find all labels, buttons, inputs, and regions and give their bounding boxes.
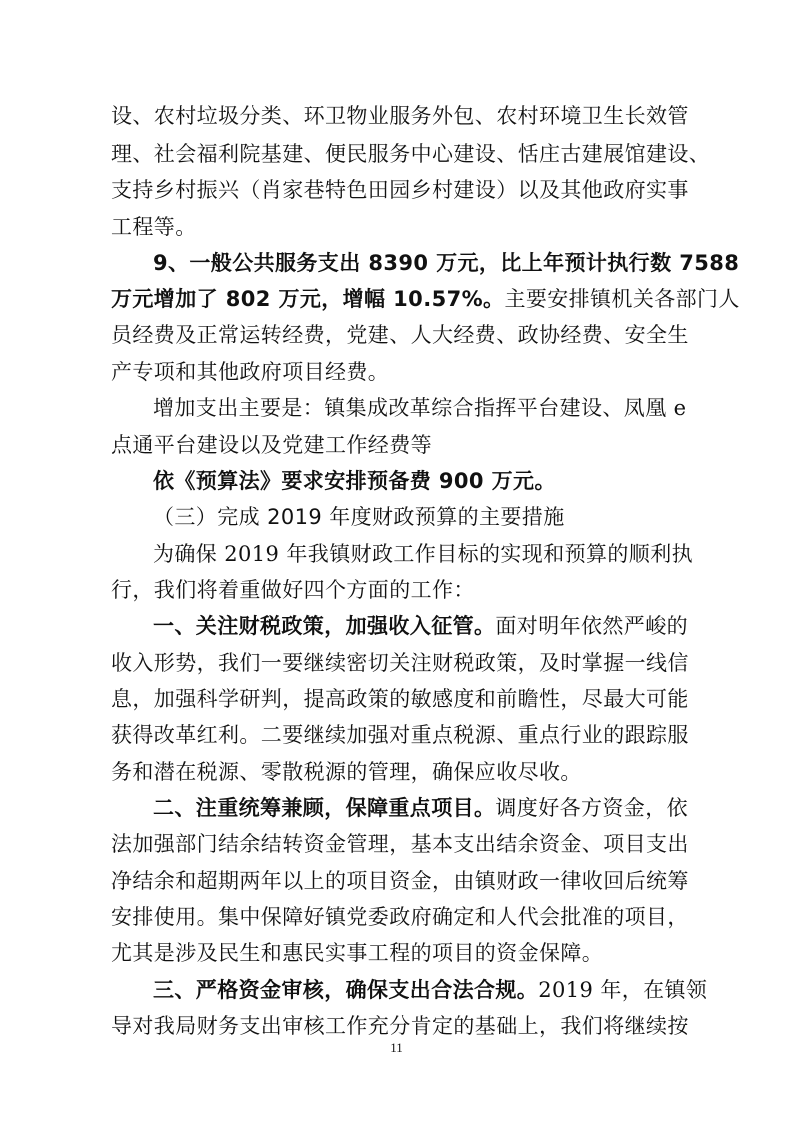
text-line <box>153 611 691 641</box>
text-line: 净结余和超期两年以上的项目资金，由镇财政一律收回后统筹 <box>111 869 689 893</box>
section-9-heading-continued: 万元增加了 802 万元，增幅 10.57%。 <box>111 287 505 311</box>
section-9-heading: 9、一般公共服务支出 8390 万元，比上年预计执行数 7588 <box>153 251 740 275</box>
text-fragment: 2019 年，在镇领 <box>538 978 708 1002</box>
text-line: 点通平台建设以及党建工作经费等 <box>111 433 432 457</box>
measure-3-heading: 三、严格资金审核，确保支出合法合规。 <box>153 978 539 1002</box>
text-line: 安排使用。集中保障好镇党委政府确定和人代会批准的项目， <box>111 905 689 929</box>
text-line: 理、社会福利院基建、便民服务中心建设、恬庄古建展馆建设、 <box>111 142 711 166</box>
text-fragment: 面对明年依然严峻的 <box>495 614 689 638</box>
text-line: 获得改革红利。二要继续加强对重点税源、重点行业的跟踪服 <box>111 723 689 747</box>
text-line: 工程等。 <box>111 215 197 239</box>
text-line: 尤其是涉及民生和惠民实事工程的项目的资金保障。 <box>111 941 604 965</box>
text-line: 支持乡村振兴（肖家巷特色田园乡村建设）以及其他政府实事 <box>111 178 689 202</box>
text-line: 设、农村垃圾分类、环卫物业服务外包、农村环境卫生长效管 <box>111 104 689 128</box>
text-line: 产专项和其他政府项目经费。 <box>111 360 390 384</box>
text-fragment: 主要安排镇机关各部门人 <box>504 287 740 311</box>
text-fragment: 调度好各方资金，依 <box>495 796 689 820</box>
text-line: 增加支出主要是：镇集成改革综合指挥平台建设、凤凰 e <box>153 396 687 420</box>
text-line: 收入形势，我们一要继续密切关注财税政策，及时掌握一线信 <box>111 651 689 675</box>
measure-2-heading: 二、注重统筹兼顾，保障重点项目。 <box>153 796 496 820</box>
reserve-fund-line: 依《预算法》要求安排预备费 900 万元。 <box>153 469 556 493</box>
text-line: 为确保 2019 年我镇财政工作目标的实现和预算的顺利执 <box>153 542 693 566</box>
text-line: 务和潜在税源、零散税源的管理，确保应收尽收。 <box>111 760 582 784</box>
page-number: 11 <box>390 1040 403 1055</box>
text-line: 法加强部门结余结转资金管理，基本支出结余资金、项目支出 <box>111 832 689 856</box>
text-line: 员经费及正常运转经费，党建、人大经费、政协经费、安全生 <box>111 323 689 347</box>
text-line: 行，我们将着重做好四个方面的工作： <box>111 578 475 602</box>
measure-1-heading: 一、关注财税政策，加强收入征管。 <box>153 614 496 638</box>
text-line <box>111 284 740 314</box>
text-line: 息，加强科学研判，提高政策的敏感度和前瞻性，尽最大可能 <box>111 687 689 711</box>
text-line: 导对我局财务支出审核工作充分肯定的基础上，我们将继续按 <box>111 1014 689 1038</box>
text-line <box>153 975 708 1005</box>
text-line <box>153 793 691 823</box>
subsection-heading: （三）完成 2019 年度财政预算的主要措施 <box>153 505 565 529</box>
